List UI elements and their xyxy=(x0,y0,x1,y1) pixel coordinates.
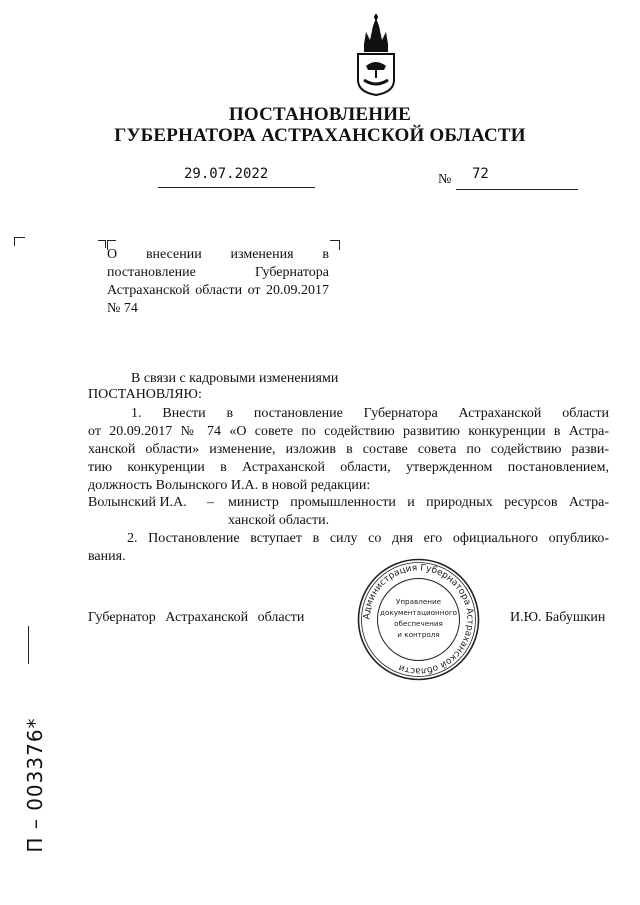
document-title-line2: ГУБЕРНАТОРА АСТРАХАНСКОЙ ОБЛАСТИ xyxy=(114,125,526,146)
item1-line1: 1. Внести в постановление Губернатора Астраханской области xyxy=(131,406,609,421)
date-underline xyxy=(158,187,315,188)
number-underline xyxy=(456,189,578,190)
item2-line2: вания. xyxy=(88,549,126,564)
signature-position: Губернатор Астраханской области xyxy=(88,610,305,625)
member-role-line1: министр промышленности и природных ресурсов Астра- xyxy=(228,495,609,510)
signature-name: И.Ю. Бабушкин xyxy=(510,610,606,625)
item1-line2: от 20.09.2017 № 74 «О совете по содействию развитию конкуренции в Астра- xyxy=(88,424,609,439)
decree-word: ПОСТАНОВЛЯЮ: xyxy=(88,387,202,402)
item2-line1: 2. Постановление вступает в силу со дня его официального опублико- xyxy=(127,531,609,546)
coat-of-arms-emblem xyxy=(348,14,404,96)
document-number: 72 xyxy=(472,166,489,182)
document-title-line1: ПОСТАНОВЛЕНИЕ xyxy=(228,104,412,125)
document-registry-code: П – 003376* xyxy=(23,717,47,853)
document-date: 29.07.2022 xyxy=(184,166,269,182)
member-role-line2: ханской области. xyxy=(228,513,330,528)
subject-text: О внесении изменения в постановление Губернатора Астраханской области от 20.09.2017 № 74 xyxy=(107,247,329,316)
member-name: Волынский И.А. xyxy=(88,495,187,510)
stamp-ring-text: Администрация Губернатора Астраханской области xyxy=(362,563,475,676)
intro-text: В связи с кадровыми изменениями xyxy=(131,371,339,386)
number-label: № xyxy=(438,172,452,187)
member-dash: – xyxy=(207,495,214,510)
item1-line3: ханской области» изменение, изложив в составе совета по содействию разви- xyxy=(88,442,609,457)
item1-line5: должность Волынского И.А. в новой редакции: xyxy=(88,478,371,493)
item1-line4: тию конкуренции в Астраханской области, утвержденном постановлением, xyxy=(88,460,609,475)
left-margin-corner-mark xyxy=(14,237,25,246)
official-round-stamp xyxy=(356,557,481,682)
subject-corner-left-1 xyxy=(98,240,106,248)
stamp-line1: Управление xyxy=(395,597,442,606)
subject-corner-right xyxy=(330,240,340,250)
left-margin-line xyxy=(28,626,29,664)
stamp-line3: обеспечения xyxy=(394,619,443,628)
stamp-line4: и контроля xyxy=(397,630,440,639)
stamp-line2: документационного xyxy=(379,608,458,617)
